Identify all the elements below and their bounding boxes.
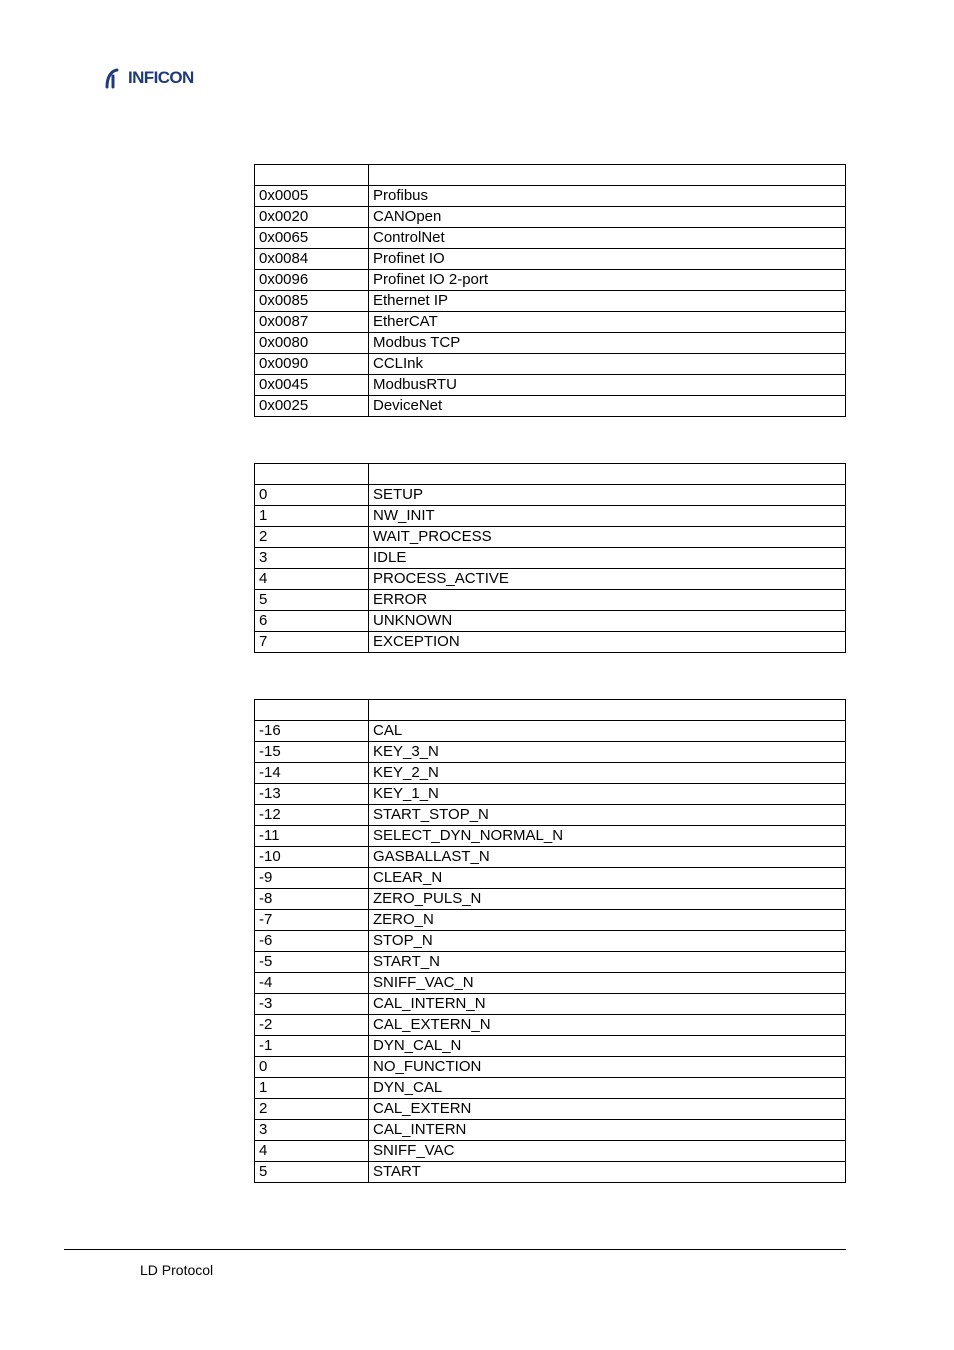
table-row [255, 868, 846, 889]
value-cell: 1 [255, 506, 369, 527]
table-row [255, 1141, 846, 1162]
value-cell: -12 [255, 805, 369, 826]
value-cell: 4 [255, 1141, 369, 1162]
name-cell: Modbus TCP [369, 333, 846, 354]
name-cell: NO_FUNCTION [369, 1057, 846, 1078]
table-row [255, 207, 846, 228]
name-cell: WAIT_PROCESS [369, 527, 846, 548]
value-cell: 3 [255, 548, 369, 569]
table-row [255, 569, 846, 590]
table-row [255, 763, 846, 784]
table-row [255, 1078, 846, 1099]
name-cell: Ethernet IP [369, 291, 846, 312]
value-cell: -9 [255, 868, 369, 889]
header-cell [255, 165, 369, 186]
value-cell: 0x0020 [255, 207, 369, 228]
header-cell [369, 464, 846, 485]
table-row [255, 611, 846, 632]
table-body [255, 464, 846, 653]
name-cell: Profinet IO 2-port [369, 270, 846, 291]
table-row [255, 721, 846, 742]
table-row [255, 249, 846, 270]
name-cell: EXCEPTION [369, 632, 846, 653]
name-cell: UNKNOWN [369, 611, 846, 632]
function-table [254, 699, 846, 1183]
value-cell: 0x0096 [255, 270, 369, 291]
table-row [255, 994, 846, 1015]
name-cell: CAL_INTERN_N [369, 994, 846, 1015]
inficon-logo-icon [104, 67, 126, 89]
name-cell: CAL [369, 721, 846, 742]
table-row [255, 826, 846, 847]
table-row [255, 910, 846, 931]
table-header-row [255, 700, 846, 721]
value-cell: -1 [255, 1036, 369, 1057]
value-cell: -11 [255, 826, 369, 847]
name-cell: IDLE [369, 548, 846, 569]
table-row [255, 375, 846, 396]
value-cell: 0x0090 [255, 354, 369, 375]
value-cell: 0x0025 [255, 396, 369, 417]
header-cell [255, 700, 369, 721]
value-cell: 0x0005 [255, 186, 369, 207]
name-cell: DYN_CAL [369, 1078, 846, 1099]
value-cell: 0x0045 [255, 375, 369, 396]
table-row [255, 1015, 846, 1036]
header-cell [255, 464, 369, 485]
value-cell: 7 [255, 632, 369, 653]
name-cell: PROCESS_ACTIVE [369, 569, 846, 590]
value-cell: 3 [255, 1120, 369, 1141]
name-cell: GASBALLAST_N [369, 847, 846, 868]
name-cell: STOP_N [369, 931, 846, 952]
footer-divider [64, 1249, 846, 1250]
table-row [255, 1057, 846, 1078]
header-cell [369, 165, 846, 186]
inficon-logo [104, 66, 194, 90]
table-row [255, 527, 846, 548]
name-cell: ZERO_PULS_N [369, 889, 846, 910]
name-cell: START [369, 1162, 846, 1183]
name-cell: DYN_CAL_N [369, 1036, 846, 1057]
table-row [255, 632, 846, 653]
name-cell: START_N [369, 952, 846, 973]
table-body [255, 165, 846, 417]
value-cell: -10 [255, 847, 369, 868]
value-cell: 0x0087 [255, 312, 369, 333]
table-row [255, 952, 846, 973]
value-cell: 6 [255, 611, 369, 632]
value-cell: 0 [255, 1057, 369, 1078]
name-cell: SELECT_DYN_NORMAL_N [369, 826, 846, 847]
table-row [255, 548, 846, 569]
value-cell: -15 [255, 742, 369, 763]
value-cell: 0 [255, 485, 369, 506]
table-row [255, 506, 846, 527]
name-cell: KEY_2_N [369, 763, 846, 784]
table-row [255, 354, 846, 375]
value-cell: 0x0085 [255, 291, 369, 312]
status-table [254, 463, 846, 653]
table-row [255, 805, 846, 826]
table-header-row [255, 165, 846, 186]
table-row [255, 973, 846, 994]
table-row [255, 1120, 846, 1141]
name-cell: SNIFF_VAC_N [369, 973, 846, 994]
table-row [255, 333, 846, 354]
value-cell: 0x0084 [255, 249, 369, 270]
name-cell: KEY_1_N [369, 784, 846, 805]
fieldbus-type-table [254, 164, 846, 417]
name-cell: SETUP [369, 485, 846, 506]
name-cell: Profinet IO [369, 249, 846, 270]
name-cell: CLEAR_N [369, 868, 846, 889]
value-cell: -7 [255, 910, 369, 931]
table-row [255, 396, 846, 417]
name-cell: NW_INIT [369, 506, 846, 527]
table-row [255, 1162, 846, 1183]
value-cell: 2 [255, 527, 369, 548]
name-cell: DeviceNet [369, 396, 846, 417]
table-row [255, 590, 846, 611]
value-cell: 2 [255, 1099, 369, 1120]
table-row [255, 228, 846, 249]
name-cell: EtherCAT [369, 312, 846, 333]
value-cell: -5 [255, 952, 369, 973]
name-cell: Profibus [369, 186, 846, 207]
name-cell: START_STOP_N [369, 805, 846, 826]
table-row [255, 742, 846, 763]
table-header-row [255, 464, 846, 485]
table-row [255, 485, 846, 506]
table-row [255, 312, 846, 333]
value-cell: -13 [255, 784, 369, 805]
name-cell: ZERO_N [369, 910, 846, 931]
name-cell: CANOpen [369, 207, 846, 228]
name-cell: CCLInk [369, 354, 846, 375]
name-cell: ControlNet [369, 228, 846, 249]
name-cell: CAL_INTERN [369, 1120, 846, 1141]
table-row [255, 291, 846, 312]
name-cell: ModbusRTU [369, 375, 846, 396]
value-cell: -14 [255, 763, 369, 784]
value-cell: -8 [255, 889, 369, 910]
value-cell: 0x0065 [255, 228, 369, 249]
value-cell: 4 [255, 569, 369, 590]
value-cell: -2 [255, 1015, 369, 1036]
name-cell: SNIFF_VAC [369, 1141, 846, 1162]
name-cell: CAL_EXTERN_N [369, 1015, 846, 1036]
table-row [255, 186, 846, 207]
name-cell: ERROR [369, 590, 846, 611]
value-cell: 1 [255, 1078, 369, 1099]
table-row [255, 1036, 846, 1057]
table-row [255, 270, 846, 291]
value-cell: -3 [255, 994, 369, 1015]
table-row [255, 889, 846, 910]
table-row [255, 784, 846, 805]
value-cell: 5 [255, 590, 369, 611]
table-row [255, 931, 846, 952]
header-cell [369, 700, 846, 721]
value-cell: 5 [255, 1162, 369, 1183]
value-cell: -4 [255, 973, 369, 994]
table-body [255, 700, 846, 1183]
value-cell: -6 [255, 931, 369, 952]
name-cell: KEY_3_N [369, 742, 846, 763]
footer-title: LD Protocol [140, 1262, 214, 1278]
table-row [255, 847, 846, 868]
logo-text: INFICON [128, 68, 194, 87]
value-cell: -16 [255, 721, 369, 742]
name-cell: CAL_EXTERN [369, 1099, 846, 1120]
value-cell: 0x0080 [255, 333, 369, 354]
table-row [255, 1099, 846, 1120]
